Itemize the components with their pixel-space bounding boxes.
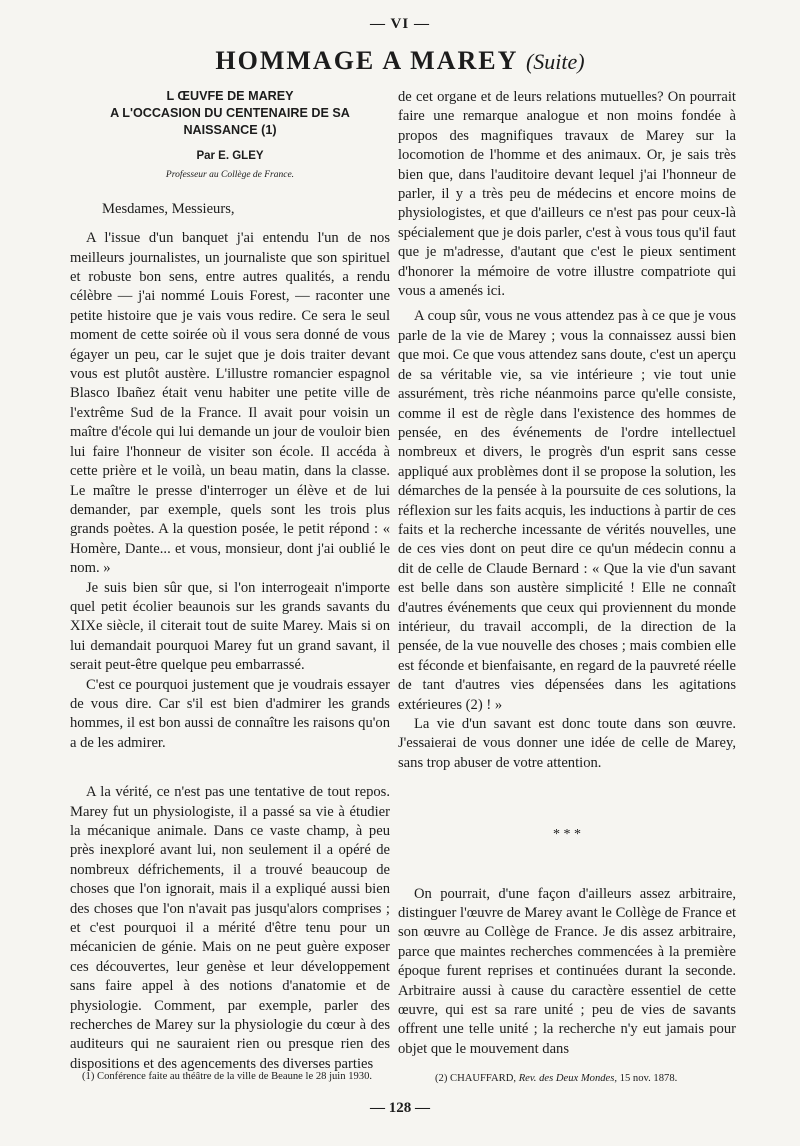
salutation: Mesdames, Messieurs, (102, 200, 235, 217)
paragraph: A l'issue d'un banquet j'ai entendu l'un de nos meilleurs journalistes, un journaliste que son spirituel et robuste bon sens, entre autres qualités, a rendu célèbre — j'ai nommé Louis Forest, — raconter une petite histoire que je vais vous redire. Ce sera le seul moment de cette soirée où il vous sera donné de vous égayer un peu, car le sujet que je dois traiter devant vous est plutôt austère. L'illustre romancier espagnol Blasco Ibañez était venu habiter une petite ville de l'extrême Sud de la France. Il avait pour voisin un maître d'école qui lui demande un jour de vouloir bien lui faire l'honneur de visiter son école. Il accéda à cette prière et le voilà, un beau matin, dans la classe. Le maître le presse d'interroger un élève et de lui demander, par exemple, quels sont les trois plus grands poètes. A la question posée, le petit répond : « Homère, Dante... et vous, monsieur, dont j'ai oublié le nom. » (70, 230, 390, 577)
paragraph: C'est ce pourquoi justement que je voudrais essayer de vous dire. Car s'il est bien d'admirer les grands hommes, il est bon aussi de connaître les raisons qu'on a de les admirer. (70, 676, 390, 751)
left-column (70, 88, 390, 1074)
author-affiliation: Professeur au Collège de France. (165, 170, 295, 181)
page-title-text: HOMMAGE A MAREY (215, 46, 518, 75)
footnote-2 (435, 1072, 755, 1086)
footnote-1: (1) Conférence faite au théâtre de la ville de Beaune le 28 juin 1930. (82, 1071, 373, 1082)
author-byline: Par E. GLEY (196, 150, 264, 162)
paragraph: Je suis bien sûr que, si l'on interrogeait n'importe quel petit écolier beaunois sur les grands savants du XIXe siècle, il citerait tout de suite Marey. Mais si on lui demandait pourquoi Marey fut un grand savant, il serait peut-être quelque peu embarrassé. (70, 579, 390, 674)
paragraph: A coup sûr, vous ne vous attendez pas à ce que je vous parle de la vie de Marey ; vous la connaissez aussi bien que moi. Ce que vous attendez sans doute, c'est un aperçu de sa véritable vie, sa vie intérieure ; vie tout unie assurément, très riche néanmoins parce qu'elle consiste, comme il est de règle dans l'existence des hommes de pensée, en des événements de l'ordre intellectuel nombreux et divers, le progrès d'un esprit sans cesse appliqué aux problèmes dont il se propose la solution, les démarches de la pensée à la poursuite de ces solutions, la réflexion sur les faits acquis, les inductions à partir de ces faits et la recherche incessante de vérités nouvelles, une de ces vies dont on peut dire ce qu'un médecin connu a dit de celle de Claude Bernard : « Que la vie d'un savant est belle dans son austère simplicité ! Elle ne connaît d'autres événements que ceux qui proviennent du monde intérieur, du travail accompli, de la direction de la pensée, de la vue nouvelle des choses ; mais combien elle est féconde et bienfaisante, en regard de la pauvreté réelle de tant d'autres vies dépensées dans les agitations extérieures (2) ! » (398, 308, 736, 713)
paragraph: A la vérité, ce n'est pas une tentative de tout repos. Marey fut un physiologiste, il a passé sa vie à étudier la mécanique animale. Dans ce vaste champ, à peu près inexploré avant lui, non seulement il a opéré de nombreux défrichements, il a trouvé beaucoup de choses que l'on ignorait, mais il a expliqué aussi bien des choses que l'on n'avait pas jusqu'alors comprises ; et c'est pourquoi il a mérité d'être tenu pour un mécanicien de génie. Mais on ne peut guère exposer ces découvertes, leur genèse et leur développement sans faire appel à des notions d'anatomie et de physiologie. Comment, par exemple, parler des recherches de Marey sur la physiologie du cœur à des auditeurs qui ne sauraient rien ou presque rien des dispositions et des agencements des diverses parties (70, 784, 390, 1072)
article-title-line-2: A L'OCCASION DU CENTENAIRE DE SA (110, 106, 350, 120)
article-title-line-3: NAISSANCE (1) (183, 123, 277, 137)
paragraph: La vie d'un savant est donc toute dans son œuvre. J'essaierai de vous donner une idée de celle de Marey, sans trop abuser de votre attention. (398, 716, 736, 771)
page-roman-numeral: — VI — (370, 16, 430, 32)
section-separator: * * * (553, 827, 581, 843)
footnote-2-review: Rev. des Deux Mondes, (518, 1073, 618, 1084)
footnote-2-author: (2) CHAUFFARD, (435, 1073, 517, 1084)
page-title (0, 46, 800, 76)
article-title-line-1: L ŒUVFE DE MAREY (166, 89, 294, 103)
footnote-2-date: 15 nov. 1878. (619, 1073, 678, 1084)
paragraph: On pourrait, d'une façon d'ailleurs assez arbitraire, distinguer l'œuvre de Marey avant le Collège de France et son œuvre au Collège de France. Je dis assez arbitraire, parce que maintes recherches commencées à la première époque furent reprises et continuées durant la seconde. Arbitraire aussi à cause du caractère essentiel de cette œuvre, qui est sa rare unité ; peu de vies de savants offrent une telle unité ; la recherche n'y eut jamais pour objet que le mouvement dans (398, 885, 736, 1057)
page-number: — 128 — (370, 1100, 430, 1116)
paragraph: de cet organe et de leurs relations mutuelles? On pourrait faire une remarque analogue et non moins fondée à propos des magnifiques travaux de Marey sur la locomotion de l'homme et des animaux. Or, je sais très bien que, dans l'auditoire devant lequel j'ai l'honneur de parler, il y a très peu de médecins et encore moins de physiologistes, et que d'ailleurs ce n'est pas pour ceux-là spécialement que je dois parler, c'est à vous tous qu'il faut que je m'adresse, d'autant que c'est le pieux sentiment d'honorer la mémoire de votre illustre compatriote qui vous a amenés ici. (398, 89, 736, 300)
page-title-suite: (Suite) (525, 49, 585, 74)
right-column (398, 88, 736, 1059)
article-title (70, 88, 390, 139)
